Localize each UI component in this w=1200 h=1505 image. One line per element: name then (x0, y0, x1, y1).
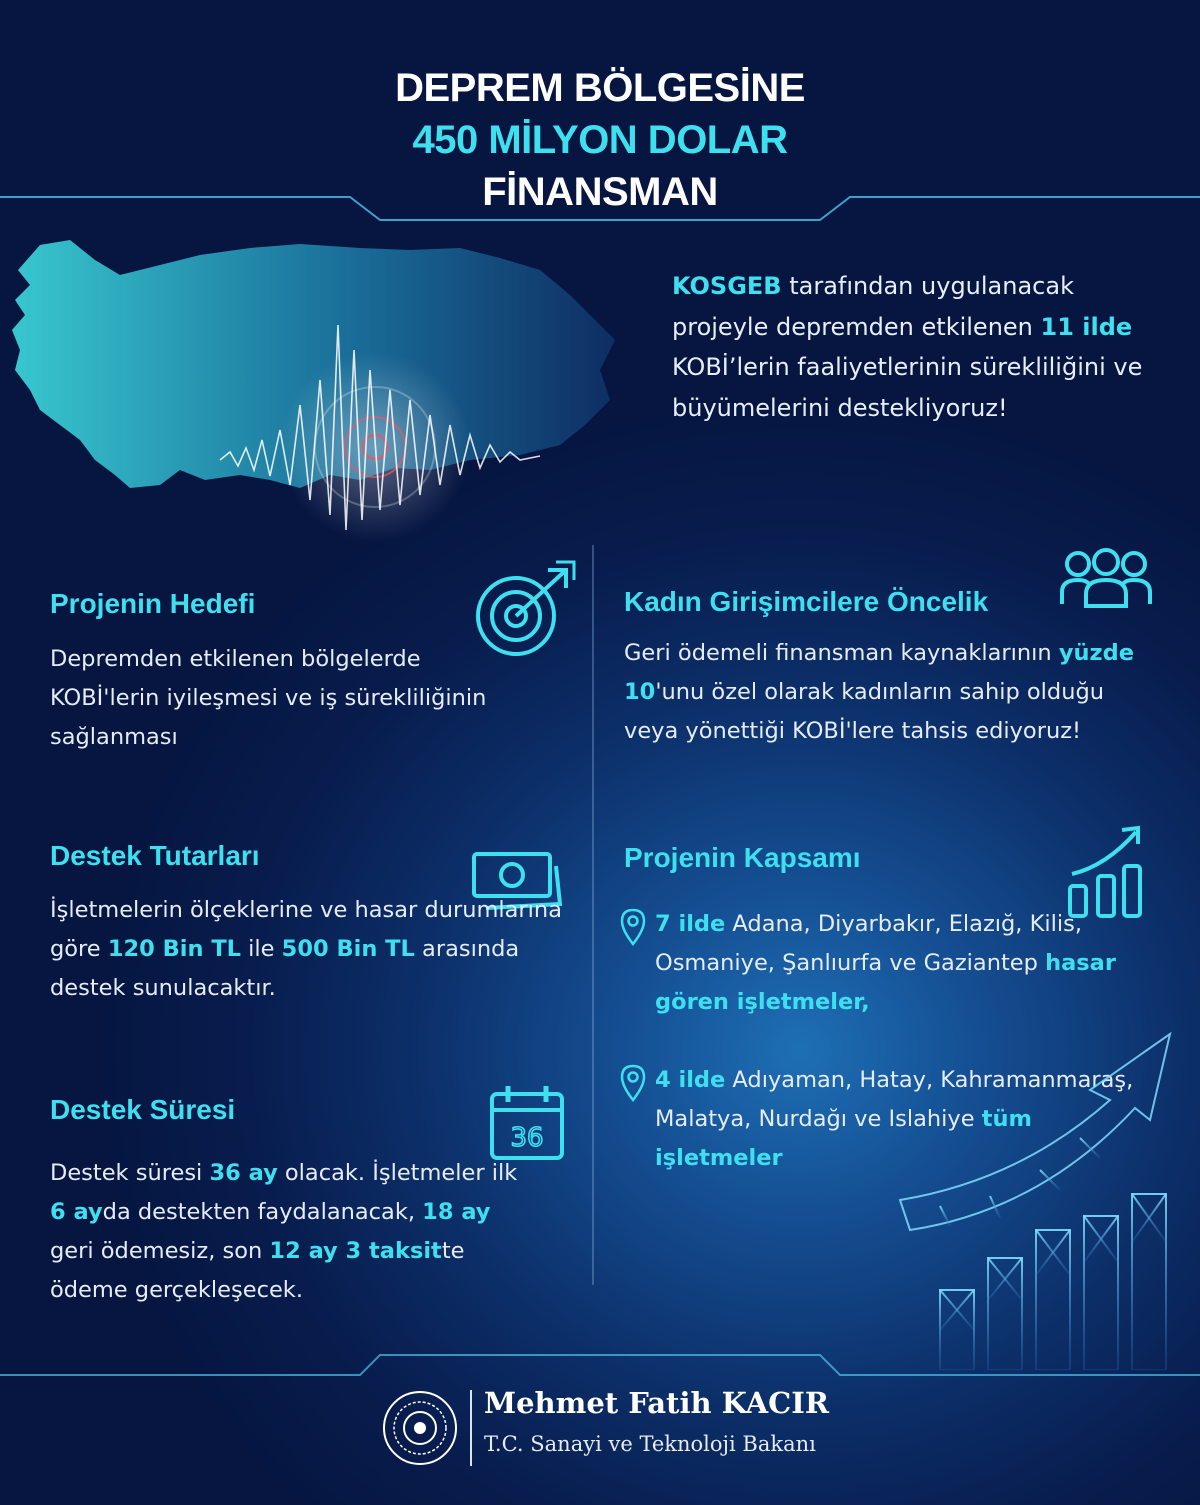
section-text-hedef: Depremden etkilenen bölgelerde KOBİ'lerin iyileşmesi ve iş sürekliliğinin sağlanması (50, 646, 487, 750)
kadin-yuzde-10: yüzde 10 (624, 640, 1134, 705)
sure-text-1: Destek süresi (50, 1160, 210, 1186)
section-title-kadin: Kadın Girişimcilere Öncelik (624, 586, 989, 617)
sure-text-3: da destekten faydalanacak, (102, 1199, 423, 1225)
ministry-seal-icon (382, 1390, 458, 1466)
minister-name: Mehmet Fatih KACIR (484, 1386, 829, 1420)
footer-divider (470, 1390, 472, 1466)
location-pin-icon (620, 908, 646, 948)
sure-18-ay: 18 ay (422, 1199, 491, 1225)
kapsam-item-2-cities: Adıyaman, Hatay, Kahramanmaraş, Malatya, Nurdağı ve Islahiye (655, 1067, 1134, 1132)
growth-arrow-illustration (880, 1030, 1200, 1370)
section-text-kadin (624, 634, 1144, 751)
kapsam-item-2-scope: tüm işletmeler (655, 1106, 1032, 1171)
sure-6-ay: 6 ay (50, 1199, 103, 1225)
kapsam-item-1-scope: hasar gören işletmeler, (655, 950, 1116, 1015)
section-title-kapsam: Projenin Kapsamı (624, 842, 861, 873)
header-frame-line (0, 170, 1200, 230)
sure-12-ay: 12 ay 3 taksit (269, 1238, 442, 1264)
sure-text-5: te ödeme gerçekleşecek. (50, 1238, 465, 1303)
column-divider (592, 545, 594, 1285)
kapsam-4-ilde: 4 ilde (655, 1067, 726, 1093)
kapsam-item-1-cities: Adana, Diyarbakır, Elazığ, Kilis, Osmaniye, Şanlıurfa ve Gaziantep (655, 911, 1082, 976)
intro-kosgeb: KOSGEB (672, 272, 782, 300)
ministry-title: T.C. Sanayi ve Teknoloji Bakanı (484, 1432, 816, 1456)
calendar-icon (488, 1082, 568, 1162)
intro-text-2: KOBİ’lerin faaliyetlerinin sürekliliğini ve büyümelerini destekliyoruz! (672, 353, 1143, 422)
intro-11-ilde: 11 ilde (1040, 312, 1133, 341)
section-text-sure (50, 1154, 540, 1310)
footer-frame-line (0, 1345, 1200, 1385)
section-title-hedef: Projenin Hedefi (50, 588, 256, 619)
tutar-text-2: ile (241, 936, 282, 962)
tutar-text-3: arasında destek sunulacaktır. (50, 936, 520, 1001)
section-title-tutar: Destek Tutarları (50, 840, 260, 871)
sure-36-ay: 36 ay (209, 1160, 278, 1186)
kapsam-7-ilde: 7 ilde (655, 911, 726, 937)
sure-text-2: olacak. İşletmeler ilk (277, 1160, 518, 1186)
title-line-2: 450 MİLYON DOLAR (412, 118, 788, 162)
tutar-text-1: İşletmelerin ölçeklerine ve hasar durumlarına göre (50, 897, 562, 962)
calendar-number: 36 (510, 1123, 544, 1153)
intro-text-1: tarafından uygulanacak projeyle depremden etkilenen (672, 272, 1074, 341)
kapsam-item-1 (655, 905, 1135, 1022)
title-line-1: DEPREM BÖLGESİNE (395, 66, 805, 110)
location-pin-icon (620, 1064, 646, 1104)
kadin-text-1: Geri ödemeli finansman kaynaklarının (624, 640, 1059, 666)
tutar-amount-min: 120 Bin TL (107, 936, 242, 962)
section-text-tutar (50, 891, 580, 1008)
tutar-amount-max: 500 Bin TL (281, 936, 415, 962)
people-group-icon (1058, 548, 1154, 610)
section-title-sure: Destek Süresi (50, 1094, 236, 1125)
intro-text (672, 266, 1172, 428)
kadin-text-2: 'unu özel olarak kadınların sahip olduğu veya yönettiği KOBİ'lere tahsis ediyoruz! (624, 679, 1105, 744)
turkey-map-icon (0, 230, 630, 560)
title-line-3: FİNANSMAN (482, 170, 718, 214)
sure-text-4: geri ödemesiz, son (50, 1238, 270, 1264)
